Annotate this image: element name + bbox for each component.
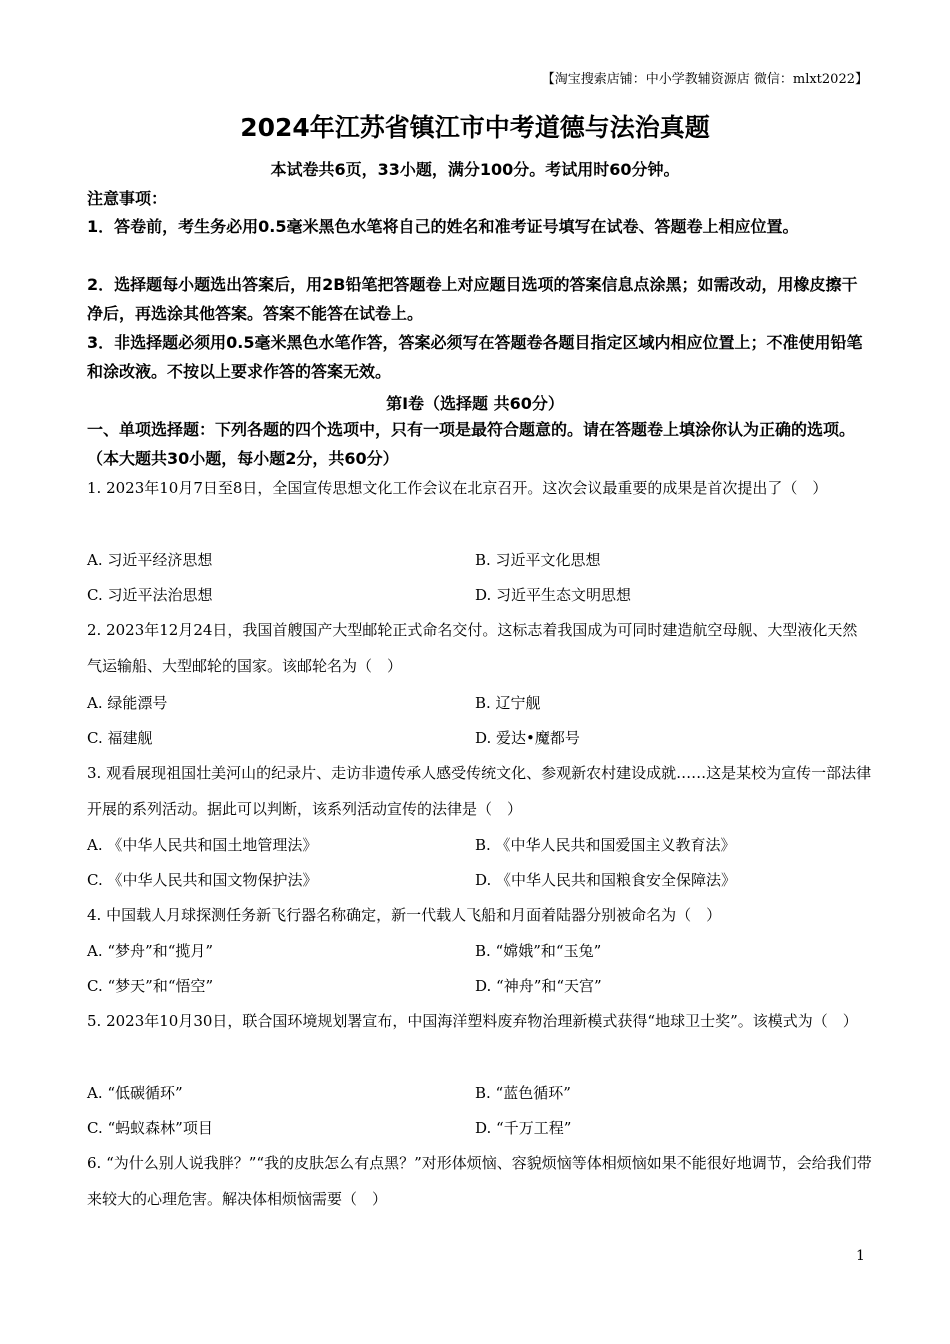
notice-heading: 注意事项：: [87, 189, 168, 208]
section-instruction: 一、单项选择题：下列各题的四个选项中，只有一项是最符合题意的。请在答题卷上填涂你认为正确的选项。（本大题共30小题，每小题2分，共60分）: [87, 420, 856, 468]
question-stem: 1. 2023年10月7日至8日，全国宣传思想文化工作会议在北京召开。这次会议最重要的成果是首次提出了（ ）: [87, 479, 828, 497]
page-number: 1: [856, 1248, 865, 1264]
option-d: D. 爱达•魔都号: [475, 729, 580, 747]
option-c: C. “梦天”和“悟空”: [87, 977, 214, 995]
exam-subtitle: 本试卷共6页，33小题，满分100分。考试用时60分钟。: [270, 160, 680, 179]
option-b: B. 《中华人民共和国爱国主义教育法》: [475, 836, 736, 854]
option-a: A. 《中华人民共和国土地管理法》: [87, 836, 318, 854]
option-a: A. 绿能漂号: [87, 694, 168, 712]
question-stem: 2. 2023年12月24日，我国首艘国产大型邮轮正式命名交付。这标志着我国成为可同时建造航空母舰、大型液化天然气运输船、大型邮轮的国家。该邮轮名为（ ）: [87, 621, 858, 675]
option-b: B. 辽宁舰: [475, 694, 541, 712]
option-c: C. 习近平法治思想: [87, 586, 213, 604]
option-b: B. 习近平文化思想: [475, 551, 601, 569]
option-b: B. “蓝色循环”: [475, 1084, 571, 1102]
page-title: 2024年江苏省镇江市中考道德与法治真题: [240, 113, 710, 142]
option-d: D. 习近平生态文明思想: [475, 586, 632, 604]
option-b: B. “嫦娥”和“玉兔”: [475, 942, 602, 960]
option-a: A. “梦舟”和“揽月”: [87, 942, 214, 960]
notice-item: 1．答卷前，考生务必用0.5毫米黑色水笔将自己的姓名和准考证号填写在试卷、答题卷上相应位置。: [87, 217, 799, 236]
option-d: D. 《中华人民共和国粮食安全保障法》: [475, 871, 737, 889]
option-c: C. 《中华人民共和国文物保护法》: [87, 871, 318, 889]
option-a: A. “低碳循环”: [87, 1084, 183, 1102]
option-c: C. “蚂蚁森林”项目: [87, 1119, 213, 1137]
option-a: A. 习近平经济思想: [87, 551, 213, 569]
notice-item: 3．非选择题必须用0.5毫米黑色水笔作答，答案必须写在答题卷各题目指定区域内相应位置上；不准使用铅笔和涂改液。不按以上要求作答的答案无效。: [87, 333, 863, 381]
question-stem: 3. 观看展现祖国壮美河山的纪录片、走访非遗传承人感受传统文化、参观新农村建设成就……这是某校为宣传一部法律开展的系列活动。据此可以判断，该系列活动宣传的法律是（ ）: [87, 764, 872, 818]
option-d: D. “千万工程”: [475, 1119, 572, 1137]
question-stem: 6. “为什么别人说我胖？”“我的皮肤怎么有点黑？”对形体烦恼、容貌烦恼等体相烦恼如果不能很好地调节，会给我们带来较大的心理危害。解决体相烦恼需要（ ）: [87, 1154, 872, 1208]
section-title: 第Ⅰ卷（选择题 共60分）: [386, 394, 564, 413]
question-stem: 4. 中国载人月球探测任务新飞行器名称确定，新一代载人飞船和月面着陆器分别被命名为（ ）: [87, 906, 722, 924]
option-d: D. “神舟”和“天宫”: [475, 977, 602, 995]
notice-item: 2．选择题每小题选出答案后，用2B铅笔把答题卷上对应题目选项的答案信息点涂黑；如需改动，用橡皮擦干净后，再选涂其他答案。答案不能答在试卷上。: [87, 275, 858, 323]
question-stem: 5. 2023年10月30日，联合国环境规划署宣布，中国海洋塑料废弃物治理新模式获得“地球卫士奖”。该模式为（ ）: [87, 1012, 858, 1030]
option-c: C. 福建舰: [87, 729, 153, 747]
header-note: 【淘宝搜索店铺：中小学教辅资源店 微信：mlxt2022】: [541, 72, 868, 87]
